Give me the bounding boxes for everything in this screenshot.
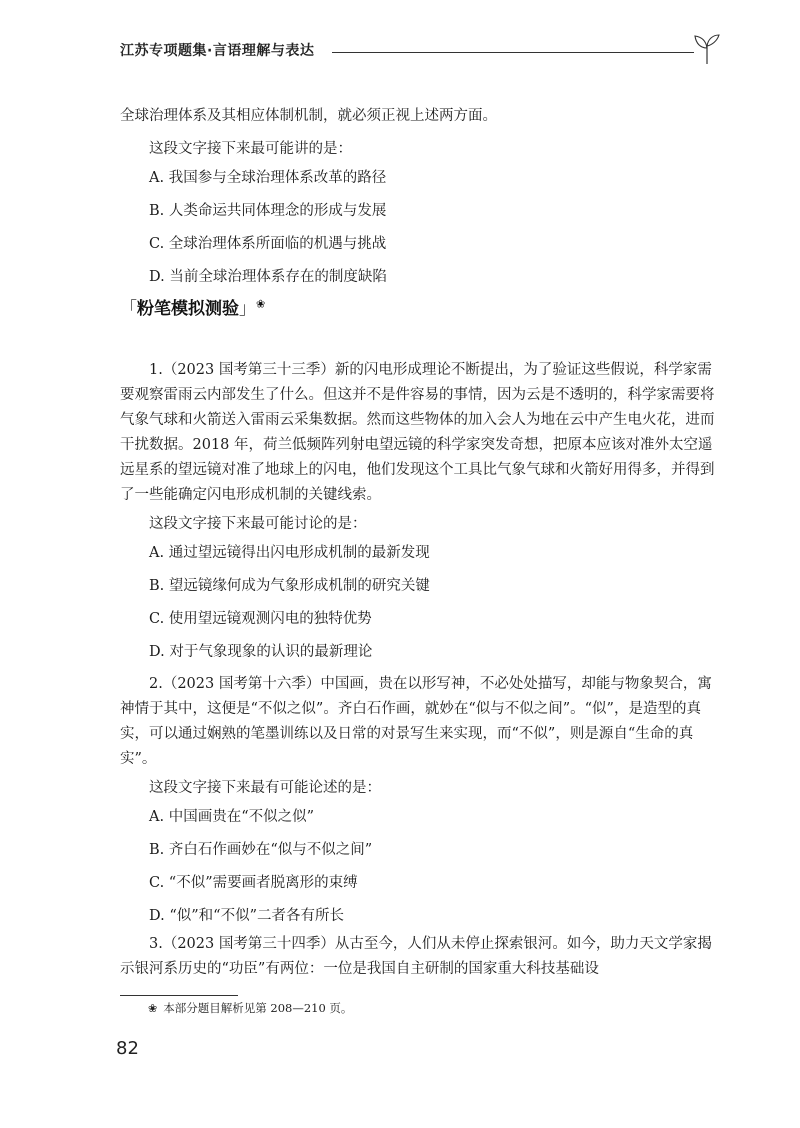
- question-2-option-d: D. “似”和“不似”二者各有所长: [149, 908, 344, 924]
- footnote: [148, 1000, 352, 1016]
- section-heading: [120, 294, 265, 324]
- flower-mark-icon: ❀: [256, 297, 266, 311]
- question-2-option-c: C. “不似”需要画者脱离形的束缚: [149, 875, 358, 891]
- intro-option-d: D. 当前全球治理体系存在的制度缺陷: [149, 269, 387, 285]
- question-1-prompt: 这段文字接下来最可能讨论的是：: [149, 516, 367, 532]
- question-1-option-b: B. 望远镜缘何成为气象形成机制的研究关键: [149, 578, 430, 594]
- intro-option-b: B. 人类命运共同体理念的形成与发展: [149, 203, 387, 219]
- question-3: [120, 932, 720, 982]
- question-1-passage: 1.（2023 国考第三十三季）新的闪电形成理论不断提出，为了验证这些假说，科学家需要观察雷雨云内部发生了什么。但这并不是件容易的事情，因为云是不透明的，科学家需要将气象气球和火箭送入雷雨云采集数据。然而这些物体的加入会人为地在云中产生电火花，进而干扰数据。2018 年，荷兰低频阵列射电望远镜的科学家突发奇想，把原本应该对准外太空遥远星系的望远镜对准了地球上的闪电，他们发现这个工具比气象气球和火箭好用得多，并得到了一些能确定闪电形成机制的关键线索。: [120, 362, 715, 503]
- footnote-rule: [120, 995, 238, 996]
- page-number: 82: [116, 1038, 139, 1059]
- intro-question: 这段文字接下来最可能讲的是：: [149, 141, 352, 157]
- question-1-option-a: A. 通过望远镜得出闪电形成机制的最新发现: [149, 545, 430, 561]
- header-title: 江苏专项题集·言语理解与表达: [120, 43, 315, 59]
- flower-mark-icon: ❀: [148, 1002, 158, 1015]
- section-close-bracket: 」: [239, 299, 256, 319]
- section-open-bracket: 「: [120, 299, 137, 319]
- section-title: 粉笔模拟测验: [137, 299, 239, 319]
- question-1: [120, 358, 720, 669]
- question-2-passage: 2.（2023 国考第十六季）中国画，贵在以形写神，不必处处描写，却能与物象契合，寓神情于其中，这便是“不似之似”。齐白石作画，就妙在“似与不似之间”。“似”，是造型的真实，可以通过娴熟的笔墨训练以及日常的对景写生来实现，而“不似”，则是源自“生命的真实”。: [120, 676, 712, 767]
- running-header: [120, 38, 720, 68]
- question-2-option-a: A. 中国画贵在“不似之似”: [149, 809, 315, 825]
- intro-option-c: C. 全球治理体系所面临的机遇与挑战: [149, 236, 387, 252]
- question-2-prompt: 这段文字接下来最有可能论述的是：: [149, 780, 381, 796]
- footnote-text: 本部分题目解析见第 208—210 页。: [163, 1001, 353, 1015]
- question-1-option-d: D. 对于气象现象的认识的最新理论: [149, 644, 373, 660]
- intro-option-a: A. 我国参与全球治理体系改革的路径: [149, 170, 387, 186]
- question-2-option-b: B. 齐白石作画妙在“似与不似之间”: [149, 842, 373, 858]
- header-rule: [332, 52, 694, 53]
- question-2: [120, 672, 720, 933]
- continued-text: 全球治理体系及其相应体制机制，就必须正视上述两方面。: [120, 108, 497, 124]
- question-1-option-c: C. 使用望远镜观测闪电的独特优势: [149, 611, 372, 627]
- intro-block: [120, 104, 720, 294]
- sprout-icon: [692, 32, 722, 66]
- question-3-passage: 3.（2023 国考第三十四季）从古至今，人们从未停止探索银河。如今，助力天文学家揭示银河系历史的“功臣”有两位：一位是我国自主研制的国家重大科技基础设: [120, 936, 712, 977]
